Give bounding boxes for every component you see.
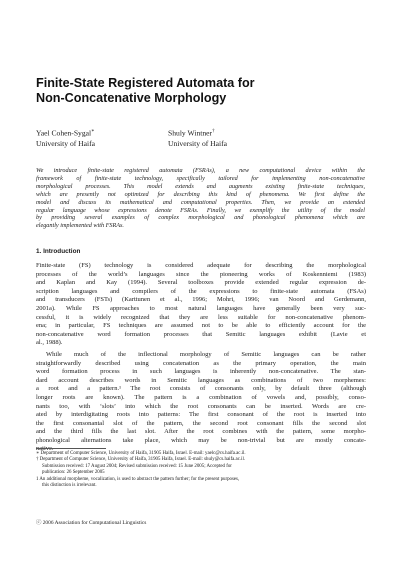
footnote-line: 1 An additional morpheme, vocalization, is used to abstract the pattern further; for the present purposes, <box>36 476 240 482</box>
author-name: Shuly Wintner <box>168 128 213 138</box>
abstract-line: We introduce finite-state registered automata (FSRAs), a new computational device within the <box>36 167 365 174</box>
section-heading: 1. Introduction <box>36 248 81 255</box>
body-line: a root and a pattern.¹ The root consists of consonants only, by default three (although <box>36 385 366 393</box>
body-line: non-concatenative word formation processes that Semitic languages exhibit (Lavie et <box>36 330 366 338</box>
footnote-line: Submission received: 17 August 2004; Revised submission received: 15 June 2005; Accepted for <box>42 463 232 469</box>
body-line: native. <box>36 445 54 453</box>
body-line: and Kaplan and Kay (1994). Several toolboxes provide extended regular expression de- <box>36 279 366 287</box>
body-text <box>36 262 366 454</box>
abstract-line: model and discuss its mathematical and computational properties. Then, we provide an extended <box>36 198 365 206</box>
body-line: phonological alternations take place, which may be non-trivial but are mostly concate- <box>36 436 366 444</box>
footnote-line: ∗ Department of Computer Science, University of Haifa, 31905 Haifa, Israel. E-mail: yaelc@cs.haifa.ac.il. <box>36 451 246 456</box>
paragraph <box>36 262 366 348</box>
body-line: dard account describes words in Semitic languages as combinations of two morphemes: <box>36 376 366 384</box>
title-line: Finite-State Registered Automata for <box>36 76 255 90</box>
body-line: the first consonantal slot of the pattern, the second root consonant fills the second slot <box>36 419 366 427</box>
footnotes <box>36 451 366 489</box>
author-block <box>168 127 227 149</box>
body-line: processes of the world’s languages since the pioneering works of Koskenniemi (1983) <box>36 270 366 278</box>
footnote-line: this distinction is irrelevant. <box>42 483 97 489</box>
abstract-line: by providing several examples of complex morphological and phonological phenomena which are <box>36 214 365 222</box>
body-line: nants too, with ‘slots’ into which the root consonants can be inserted. Words are cre- <box>36 402 366 410</box>
body-line: ated by interdigitating roots into patterns: The first consonant of the root is inserted into <box>36 411 366 419</box>
body-line: ena; in particular, FS techniques are assumed not to be able to efficiently account for the <box>36 322 366 330</box>
body-line: and transducers (FSTs) (Karttunen et al., 1996; Mohri, 1996; van Noord and Gerdemann, <box>36 296 366 304</box>
body-line: scription languages and compilers of the expressions to finite-state automata (FSAs) <box>36 287 366 295</box>
footnote-line: publication: 26 September 2005 <box>42 470 105 476</box>
abstract-line: morphological processes. This model extends and augments existing finite-state techniques, <box>36 182 365 190</box>
body-line: 2001a). While FS approaches to most natural languages have generally been very suc- <box>36 304 366 312</box>
body-line: word formation process in such languages is inherently non-concatenative. The stan- <box>36 368 366 376</box>
body-line: and the third fills the last slot. After the root combines with the pattern, some morpho- <box>36 428 366 436</box>
body-line: cessful, it is widely recognized that they are less suitable for non-concatenative phenom- <box>36 313 366 321</box>
body-line: longer roots are known). The pattern is a combination of vowels and, possibly, conso- <box>36 393 366 401</box>
footnote-line: † Department of Computer Science, University of Haifa, 31905 Haifa, Israel. E-mail: shuly@cs.haifa.ac.il. <box>36 457 246 463</box>
body-line: al., 1988). <box>36 339 63 347</box>
body-line: Finite-state (FS) technology is considered adequate for describing the morphological <box>36 262 366 269</box>
paragraph <box>36 351 366 454</box>
author-block <box>36 127 95 149</box>
footnote-divider <box>36 448 106 449</box>
body-line: straightforwardly described using concatenation as the primary operation, the main <box>36 359 366 367</box>
abstract-line: which are presently not optimized for describing this kind of phenomena. We first define the <box>36 190 365 198</box>
author-mark: † <box>212 129 215 134</box>
copyright-notice: ⓒ 2006 Association for Computational Linguistics <box>36 520 147 526</box>
author-affiliation: University of Haifa <box>36 138 96 148</box>
body-line: While much of the inflectional morphology of Semitic languages can be rather <box>46 350 366 358</box>
title-line: Non-Concatenative Morphology <box>36 91 227 105</box>
abstract-line: elegantly implemented with FSRAs. <box>36 222 124 230</box>
author-name: Yael Cohen-Sygal <box>36 128 92 138</box>
author-affiliation: University of Haifa <box>168 138 228 148</box>
abstract-line: regular language whose expressions denote FSRAs. Finally, we exemplify the utility of the model <box>36 206 365 214</box>
abstract-line: framework of finite-state technology, specifically tailored for implementing non-concatenative <box>36 174 365 182</box>
author-mark: ∗ <box>91 129 95 134</box>
paper-title <box>36 76 366 106</box>
abstract <box>36 167 365 230</box>
